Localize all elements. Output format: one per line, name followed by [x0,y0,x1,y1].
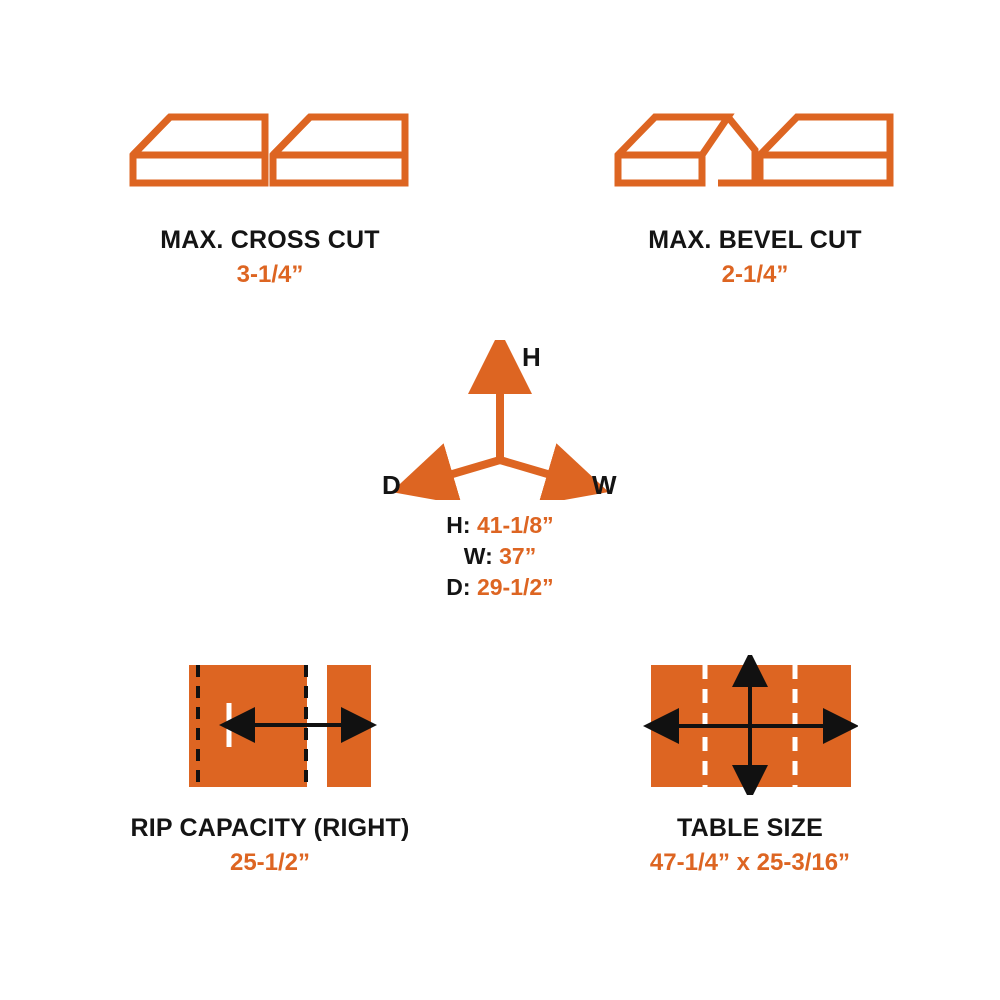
panel-rip-capacity [40,650,500,877]
cross-cut-title: MAX. CROSS CUT [160,226,380,254]
panel-max-cross-cut [60,90,480,289]
dimension-value-height: 41-1/8” [476,512,554,538]
panel-dimensions [300,340,700,603]
panel-table-size [520,650,980,877]
rip-capacity-value: 25-1/2” [229,849,311,876]
cross-cut-labels [60,226,480,289]
table-size-value: 47-1/4” x 25-3/16” [649,849,851,876]
bevel-cut-labels [545,226,965,289]
dimension-key-height: H: [446,512,471,538]
table-size-title: TABLE SIZE [677,814,823,842]
dimension-value-depth: 29-1/2” [476,574,554,601]
dimension-key-depth: D: [446,574,471,601]
dimension-value-width: 37” [499,543,537,570]
dimension-row-width [300,541,700,572]
cross-cut-value: 3-1/4” [236,261,304,288]
board-bevel-cut-icon [545,90,965,210]
bevel-cut-title: MAX. BEVEL CUT [648,226,862,254]
table-size-icon [520,650,980,800]
rip-capacity-labels [40,814,500,877]
board-straight-cut-icon [60,90,480,210]
dimension-key-width: W: [463,543,493,570]
dimension-row-depth [300,572,700,603]
bevel-cut-value: 2-1/4” [721,261,789,288]
axis-label-d: D [382,470,401,500]
rip-capacity-title: RIP CAPACITY (RIGHT) [130,814,410,842]
panel-max-bevel-cut [545,90,965,289]
dimension-row-height [300,510,700,541]
rip-capacity-icon [40,650,500,800]
table-size-labels [520,814,980,877]
axis-label-h: H [522,342,541,372]
hwd-axes-icon [300,340,700,500]
axis-label-w: W [592,470,617,500]
dimension-list [300,510,700,603]
